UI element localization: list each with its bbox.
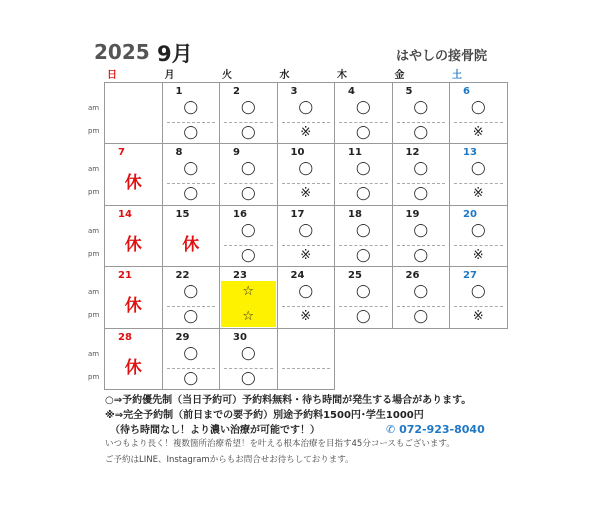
footnote-reserve: ※⇒完全予約制（前日までの要予約）別途予約料1500円･学生1000円 <box>105 410 424 421</box>
day-cell-19 <box>392 205 451 267</box>
day-number: 14 <box>118 208 132 220</box>
footnote-open: ○⇒予約優先制（当日予約可）予約料無料・待ち時間が発生する場合があります。 <box>105 395 472 406</box>
weekday-label: 金 <box>394 70 405 81</box>
day-number: 19 <box>405 208 420 220</box>
day-cell-5 <box>392 82 451 144</box>
pm-slot-open: ◯ <box>240 125 256 140</box>
slot-divider <box>224 183 273 184</box>
slot-divider <box>339 306 388 307</box>
pm-slot-open: ◯ <box>240 370 256 386</box>
course-note: いつもより長く！複数箇所治療希望！を叶える根本治療を目指す45分コースもございます。 <box>105 439 455 449</box>
pm-slot-open: ◯ <box>413 247 429 263</box>
day-cell-22 <box>162 266 221 328</box>
day-number: 25 <box>348 270 362 282</box>
empty-day-cell <box>104 82 163 144</box>
pm-slot-reserve: ※ <box>472 186 484 202</box>
slot-divider <box>282 183 331 184</box>
weekday-2 <box>219 66 276 81</box>
empty-day-cell <box>277 328 336 390</box>
pm-slot-open: ◯ <box>355 186 371 202</box>
slot-label-pm: pm <box>88 372 100 381</box>
day-cell-11 <box>334 143 393 205</box>
day-number: 10 <box>290 147 305 159</box>
day-number: 24 <box>290 270 305 282</box>
am-slot-open: ◯ <box>240 161 256 177</box>
pm-slot-open: ◯ <box>183 125 199 140</box>
day-cell-6 <box>449 82 508 144</box>
am-slot-open: ◯ <box>355 284 371 300</box>
day-number: 18 <box>348 208 362 220</box>
day-cell-28 <box>104 328 163 390</box>
day-cell-25 <box>334 266 393 328</box>
day-number: 4 <box>348 86 355 97</box>
slot-divider <box>167 183 216 184</box>
am-slot-open: ◯ <box>470 284 486 300</box>
phone-icon: ✆ <box>386 423 396 436</box>
day-cell-21 <box>104 266 163 328</box>
am-slot-open: ◯ <box>470 100 486 115</box>
am-slot-open: ◯ <box>470 161 486 177</box>
pm-slot-open: ◯ <box>413 186 429 202</box>
day-cell-18 <box>334 205 393 267</box>
day-number: 27 <box>463 270 477 282</box>
day-cell-27 <box>449 266 508 328</box>
day-cell-20 <box>449 205 508 267</box>
pm-slot-open: ◯ <box>355 309 371 325</box>
day-number: 30 <box>233 331 247 343</box>
contact-note: ご予約はLINE、Instagramからもお問合せお待ちしております。 <box>105 455 354 465</box>
day-number: 11 <box>348 147 362 159</box>
year-label: 2025 <box>94 40 150 64</box>
day-cell-4 <box>334 82 393 144</box>
phone-number[interactable] <box>386 423 485 436</box>
weekday-label: 木 <box>337 70 347 81</box>
slot-label-am: am <box>88 349 100 358</box>
pm-slot-special: ☆ <box>242 309 255 325</box>
day-cell-8 <box>162 143 221 205</box>
pm-slot-open: ◯ <box>183 309 199 325</box>
am-slot-open: ◯ <box>355 161 371 177</box>
weekday-4 <box>334 66 391 81</box>
am-slot-open: ◯ <box>240 345 256 361</box>
day-cell-3 <box>277 82 336 144</box>
day-cell-9 <box>219 143 278 205</box>
day-cell-15 <box>162 205 221 267</box>
day-number: 1 <box>175 86 183 97</box>
day-number: 9 <box>233 147 240 159</box>
slot-divider <box>282 122 331 123</box>
slot-label-pm: pm <box>88 188 100 197</box>
slot-divider <box>339 245 388 246</box>
day-number: 23 <box>233 270 247 282</box>
pm-slot-reserve: ※ <box>300 309 312 325</box>
slot-divider <box>224 122 273 123</box>
weekday-3 <box>277 66 334 81</box>
am-slot-open: ◯ <box>183 100 199 115</box>
am-slot-open: ◯ <box>413 284 429 300</box>
day-cell-30 <box>219 328 278 390</box>
pm-slot-reserve: ※ <box>472 247 484 263</box>
day-cell-2 <box>219 82 278 144</box>
weekday-1 <box>162 66 219 81</box>
am-slot-open: ◯ <box>183 284 199 300</box>
day-cell-1 <box>162 82 221 144</box>
day-cell-26 <box>392 266 451 328</box>
slot-divider <box>282 368 331 369</box>
day-cell-17 <box>277 205 336 267</box>
day-cell-13 <box>449 143 508 205</box>
slot-label-am: am <box>88 226 100 235</box>
pm-slot-open: ◯ <box>355 247 371 263</box>
pm-slot-open: ◯ <box>240 247 256 263</box>
day-cell-24 <box>277 266 336 328</box>
pm-slot-open: ◯ <box>183 370 199 386</box>
am-slot-open: ◯ <box>298 222 314 238</box>
pm-slot-open: ◯ <box>240 186 256 202</box>
am-slot-open: ◯ <box>183 161 199 177</box>
closed-mark: 休 <box>124 357 142 378</box>
slot-divider <box>224 368 273 369</box>
day-number: 28 <box>118 331 132 343</box>
day-cell-14 <box>104 205 163 267</box>
day-number: 7 <box>118 147 125 159</box>
slot-divider <box>167 306 216 307</box>
day-cell-7 <box>104 143 163 205</box>
closed-mark: 休 <box>124 173 142 194</box>
am-slot-open: ◯ <box>413 100 429 115</box>
day-number: 29 <box>175 331 190 343</box>
day-number: 12 <box>405 147 420 159</box>
pm-slot-reserve: ※ <box>300 247 312 263</box>
weekday-label: 土 <box>452 70 462 81</box>
phone-number-text: 072-923-8040 <box>399 423 485 436</box>
slot-label-am: am <box>88 288 100 297</box>
am-slot-open: ◯ <box>183 345 199 361</box>
slot-divider <box>167 122 216 123</box>
clinic-name: はやしの接骨院 <box>396 49 488 64</box>
day-cell-10 <box>277 143 336 205</box>
closed-mark: 休 <box>124 296 142 317</box>
day-number: 21 <box>118 270 132 282</box>
weekday-6 <box>449 66 506 81</box>
closed-mark: 休 <box>182 234 200 255</box>
day-cell-12 <box>392 143 451 205</box>
day-cell-29 <box>162 328 221 390</box>
am-slot-open: ◯ <box>298 100 314 115</box>
slot-label-am: am <box>88 104 100 112</box>
am-slot-open: ◯ <box>240 100 256 115</box>
weekday-5 <box>392 66 449 81</box>
slot-divider <box>397 122 446 123</box>
weekday-0 <box>104 66 161 81</box>
day-cell-16 <box>219 205 278 267</box>
slot-divider <box>397 306 446 307</box>
weekday-label: 月 <box>164 70 175 81</box>
pm-slot-reserve: ※ <box>300 186 312 202</box>
day-number: 5 <box>405 86 413 97</box>
slot-divider <box>339 122 388 123</box>
pm-slot-reserve: ※ <box>472 125 484 140</box>
slot-divider <box>282 306 331 307</box>
slot-label-am: am <box>88 165 100 174</box>
pm-slot-open: ◯ <box>183 186 199 202</box>
day-number: 6 <box>463 86 470 97</box>
weekday-label: 日 <box>107 70 117 81</box>
month-label: 9月 <box>157 42 193 66</box>
am-slot-open: ◯ <box>355 222 371 238</box>
day-number: 8 <box>175 147 183 159</box>
day-number: 3 <box>290 86 298 97</box>
slot-divider <box>454 306 503 307</box>
day-number: 26 <box>405 270 420 282</box>
day-number: 20 <box>463 208 477 220</box>
footnote-reserve-detail: （待ち時間なし！より濃い治療が可能です！） <box>105 425 320 436</box>
pm-slot-open: ◯ <box>355 125 371 140</box>
am-slot-open: ◯ <box>298 284 314 300</box>
day-cell-23 <box>219 266 278 328</box>
closed-mark: 休 <box>124 234 142 255</box>
slot-divider <box>454 122 503 123</box>
slot-label-pm: pm <box>88 249 100 258</box>
slot-label-pm: pm <box>88 127 100 135</box>
slot-divider <box>397 245 446 246</box>
day-number: 13 <box>463 147 477 159</box>
am-slot-open: ◯ <box>413 161 429 177</box>
slot-divider <box>167 368 216 369</box>
am-slot-open: ◯ <box>240 222 256 238</box>
pm-slot-open: ◯ <box>413 309 429 325</box>
pm-slot-reserve: ※ <box>300 125 312 140</box>
weekday-label: 火 <box>222 70 232 81</box>
am-slot-open: ◯ <box>470 222 486 238</box>
day-number: 15 <box>175 208 190 220</box>
day-number: 22 <box>175 270 190 282</box>
slot-divider <box>454 245 503 246</box>
am-slot-open: ◯ <box>355 100 371 115</box>
am-slot-open: ◯ <box>413 222 429 238</box>
day-number: 17 <box>290 208 305 220</box>
slot-divider <box>454 183 503 184</box>
day-number: 2 <box>233 86 240 97</box>
am-slot-open: ◯ <box>298 161 314 177</box>
slot-divider <box>224 245 273 246</box>
slot-divider <box>339 183 388 184</box>
slot-divider <box>397 183 446 184</box>
weekday-label: 水 <box>279 70 290 81</box>
day-number: 16 <box>233 208 247 220</box>
pm-slot-reserve: ※ <box>472 309 484 325</box>
calendar-grid <box>104 82 489 389</box>
pm-slot-open: ◯ <box>413 125 429 140</box>
slot-divider <box>282 245 331 246</box>
am-slot-special: ☆ <box>242 284 255 300</box>
slot-label-pm: pm <box>88 311 100 320</box>
